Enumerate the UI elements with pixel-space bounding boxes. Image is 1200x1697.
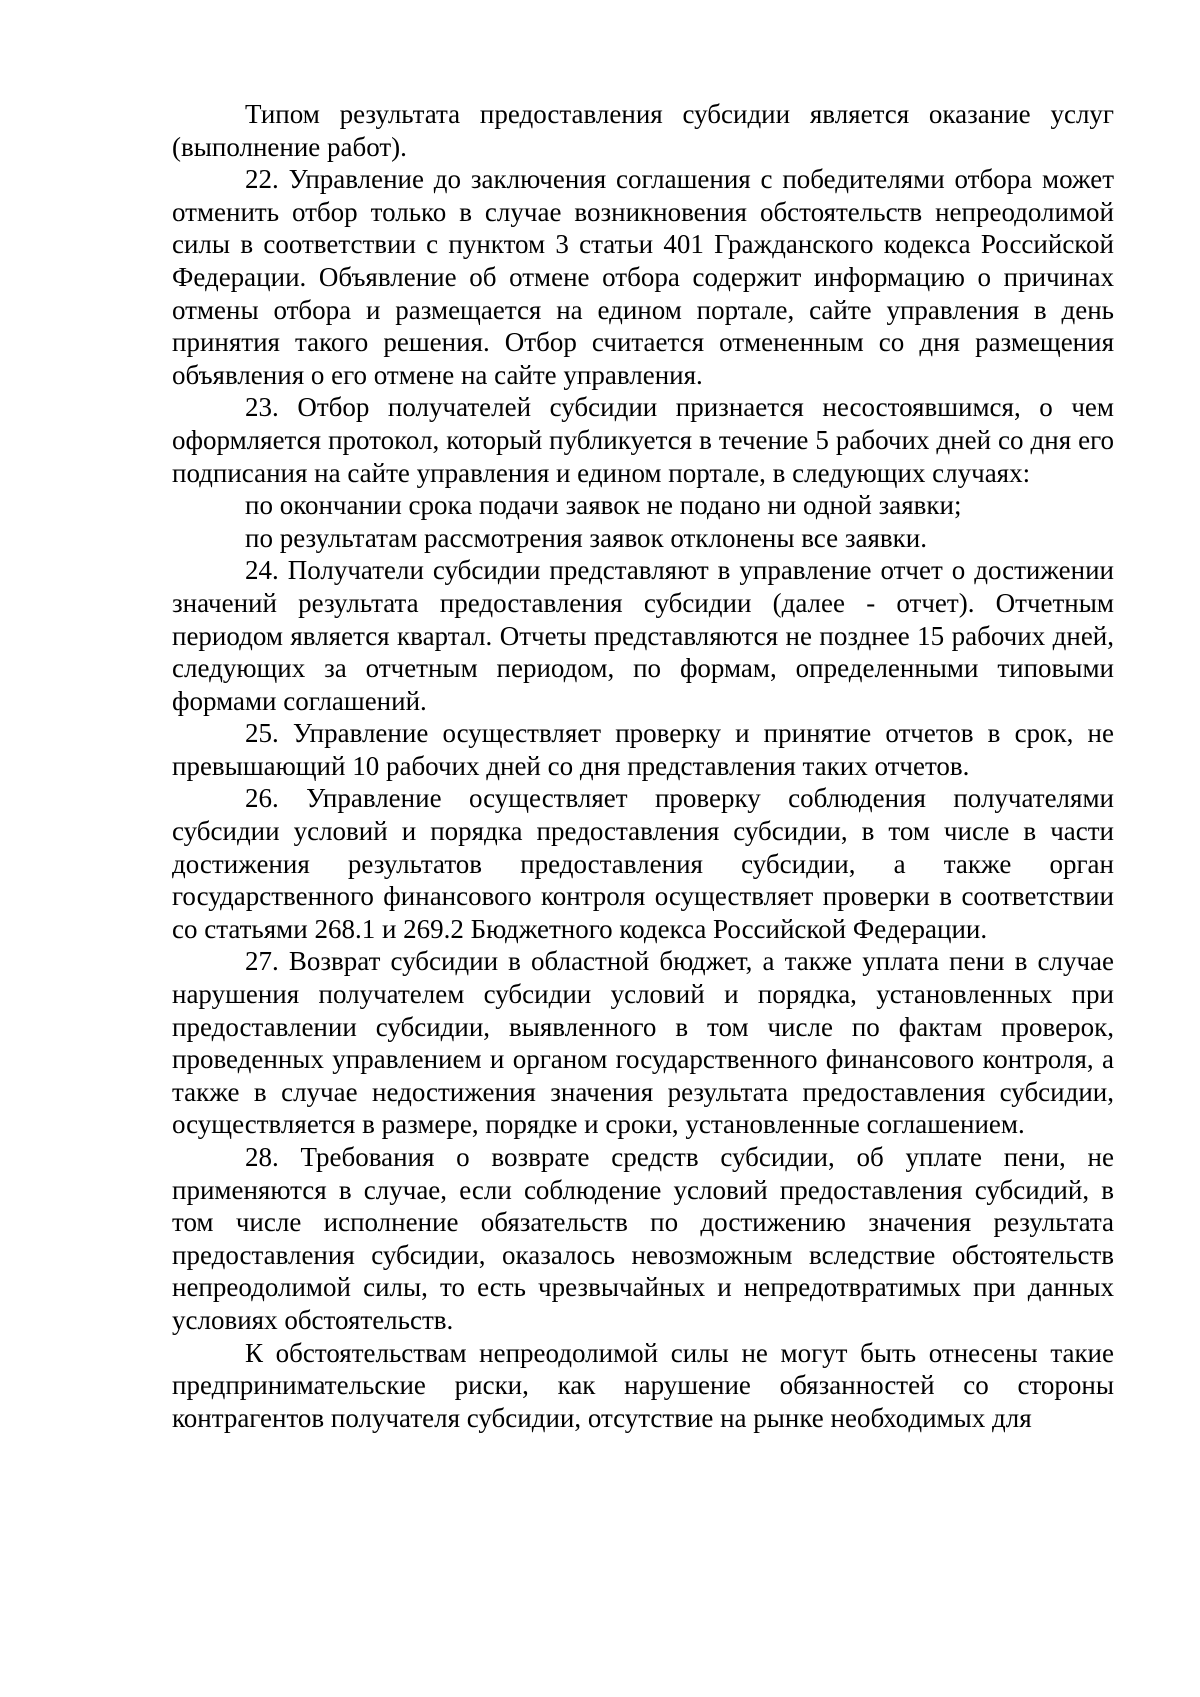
paragraph-23: 23. Отбор получателей субсидии признается несостоявшимся, о чем оформляется протокол, который публикуется в течение 5 рабочих дней со дня его подписания на сайте управления и едином портале, в следующих случаях: xyxy=(172,392,1114,488)
paragraph-26: 26. Управление осуществляет проверку соблюдения получателями субсидии условий и порядка предоставления субсидии, в том числе в части достижения результатов предоставления субсидии, а также орган государственного финансового контроля осуществляет проверки в соответствии со статьями 268.1 и 269.2 Бюджетного кодекса Российской Федерации. xyxy=(172,783,1114,944)
paragraph-27: 27. Возврат субсидии в областной бюджет, а также уплата пени в случае нарушения получателем субсидии условий и порядка, установленных при предоставлении субсидии, выявленного в том числе по фактам проверок, проведенных управлением и органом государственного финансового контроля, а также в случае недостижения значения результата предоставления субсидии, осуществляется в размере, порядке и сроки, установленные соглашением. xyxy=(172,946,1114,1140)
paragraph-28: 28. Требования о возврате средств субсидии, об уплате пени, не применяются в случае, если соблюдение условий предоставления субсидий, в том числе исполнение обязательств по достижению значения результата предоставления субсидии, оказалось невозможным вследствие обстоятельств непреодолимой силы, то есть чрезвычайных и непредотвратимых при данных условиях обстоятельств. xyxy=(172,1142,1114,1335)
document-body xyxy=(172,98,1114,1434)
paragraph-23-case-2: по результатам рассмотрения заявок отклонены все заявки. xyxy=(245,522,927,553)
paragraph-23-case-1: по окончании срока подачи заявок не подано ни одной заявки; xyxy=(245,490,962,521)
paragraph-24: 24. Получатели субсидии представляют в управление отчет о достижении значений результата предоставления субсидии (далее - отчет). Отчетным периодом является квартал. Отчеты представляются не позднее 15 рабочих дней, следующих за отчетным периодом, по формам, определенными типовыми формами соглашений. xyxy=(172,555,1114,716)
paragraph-25: 25. Управление осуществляет проверку и принятие отчетов в срок, не превышающий 10 рабочих дней со дня представления таких отчетов. xyxy=(172,718,1114,781)
paragraph-result-type: Типом результата предоставления субсидии является оказание услуг (выполнение работ). xyxy=(172,99,1114,162)
paragraph-22: 22. Управление до заключения соглашения с победителями отбора может отменить отбор только в случае возникновения обстоятельств непреодолимой силы в соответствии с пунктом 3 статьи 401 Гражданского кодекса Российской Федерации. Объявление об отмене отбора содержит информацию о причинах отмены отбора и размещается на едином портале, сайте управления в день принятия такого решения. Отбор считается отмененным со дня размещения объявления о его отмене на сайте управления. xyxy=(172,164,1114,390)
paragraph-force-majeure: К обстоятельствам непреодолимой силы не могут быть отнесены такие предпринимательские риски, как нарушение обязанностей со стороны контрагентов получателя субсидии, отсутствие на рынке необходимых для xyxy=(172,1337,1114,1433)
